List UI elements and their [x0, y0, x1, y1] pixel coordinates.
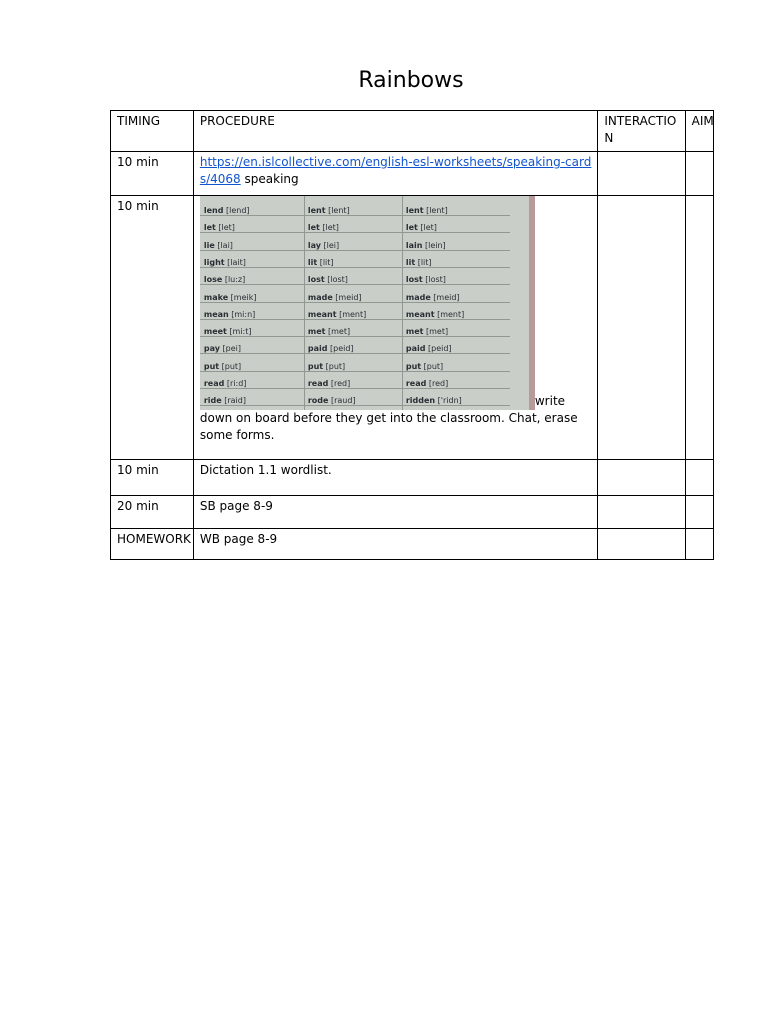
timing-cell: 10 min — [111, 460, 194, 496]
photo-verb-form: let [let] — [405, 223, 437, 233]
photo-verb-form: lost [lost] — [405, 275, 446, 285]
photo-row-line — [200, 388, 510, 389]
photo-verb-form: read [ri:d] — [203, 379, 247, 388]
photo-row-line — [200, 284, 510, 285]
photo-verb-form: make [meik] — [203, 292, 257, 302]
timing-cell: 20 min — [111, 496, 194, 529]
photo-row-line — [200, 250, 510, 251]
photo-verb-form: made [meid] — [307, 292, 362, 302]
document-title: Rainbows — [358, 68, 464, 93]
interaction-cell — [598, 196, 685, 460]
aim-cell — [685, 460, 713, 496]
table-row — [111, 152, 714, 196]
photo-row-line — [200, 319, 510, 320]
lesson-plan-table — [110, 110, 714, 560]
photo-row-line — [200, 302, 510, 303]
procedure-cell: WB page 8-9 — [193, 529, 598, 560]
photo-verb-form: read [red] — [405, 379, 449, 388]
photo-verb-form: mean [mi:n] — [203, 309, 256, 319]
photo-row-line — [200, 371, 510, 372]
photo-row-line — [200, 232, 510, 233]
header-timing: TIMING — [111, 111, 194, 152]
photo-verb-form: meet [mi:t] — [203, 327, 252, 337]
procedure-cell — [193, 196, 598, 460]
photo-row-line — [200, 353, 510, 354]
photo-row-line — [200, 267, 510, 268]
timing-cell: 10 min — [111, 196, 194, 460]
header-aim: AIM — [685, 111, 713, 152]
table-row — [111, 460, 714, 496]
interaction-cell — [598, 460, 685, 496]
photo-verb-form: lent [lent] — [405, 206, 448, 215]
photo-verb-form: lose [lu:z] — [203, 275, 246, 285]
photo-verb-form: lit [lit] — [405, 257, 432, 267]
photo-verb-form: met [met] — [405, 327, 449, 337]
photo-verb-form: paid [peid] — [405, 344, 452, 354]
photo-verb-form: ridden ['ridn] — [405, 396, 462, 406]
photo-verb-form: put [put] — [405, 361, 444, 371]
procedure-cell: Dictation 1.1 wordlist. — [193, 460, 598, 496]
table-row — [111, 529, 714, 560]
photo-verb-form: lain [lein] — [405, 240, 446, 250]
photo-verb-form: made [meid] — [405, 292, 460, 302]
photo-verb-form: lend [lend] — [203, 206, 250, 215]
table-header-row — [111, 111, 714, 152]
photo-verb-form: light [lait] — [203, 257, 246, 267]
photo-row-line — [200, 215, 510, 216]
photo-verb-form: rode [raud] — [307, 396, 356, 406]
irregular-verbs-photo — [200, 196, 535, 410]
photo-verb-form: let [let] — [307, 223, 339, 233]
photo-row-line — [200, 336, 510, 337]
photo-verb-form: meant [ment] — [405, 309, 465, 319]
photo-verb-form: let [let] — [203, 223, 235, 233]
interaction-cell — [598, 496, 685, 529]
timing-cell: HOMEWORK — [111, 529, 194, 560]
aim-cell — [685, 152, 713, 196]
photo-verb-form: read [red] — [307, 379, 351, 388]
procedure-cell: SB page 8-9 — [193, 496, 598, 529]
photo-verb-form: pay [pei] — [203, 344, 241, 354]
timing-cell: 10 min — [111, 152, 194, 196]
photo-verb-form: lit [lit] — [307, 257, 334, 267]
photo-verb-form: lent [lent] — [307, 206, 350, 215]
photo-verb-form: paid [peid] — [307, 344, 354, 354]
aim-cell — [685, 196, 713, 460]
photo-column-divider — [402, 196, 403, 410]
worksheet-link[interactable]: https://en.islcollective.com/english-esl-worksheets/speaking-cards/4068 — [199, 155, 592, 186]
procedure-cell — [193, 152, 598, 196]
aim-cell — [685, 496, 713, 529]
photo-row-line — [200, 405, 510, 406]
procedure-text: speaking — [240, 172, 299, 186]
table-row — [111, 496, 714, 529]
photo-verb-form: meant [ment] — [307, 309, 367, 319]
photo-verb-form: put [put] — [203, 361, 242, 371]
aim-cell — [685, 529, 713, 560]
photo-verb-form: lost [lost] — [307, 275, 348, 285]
header-interaction: INTERACTIO N — [598, 111, 685, 152]
header-procedure: PROCEDURE — [193, 111, 598, 152]
interaction-cell — [598, 529, 685, 560]
photo-verb-form: put [put] — [307, 361, 346, 371]
table-row — [111, 196, 714, 460]
photo-column-divider — [304, 196, 305, 410]
photo-verb-form: ride [raid] — [203, 396, 246, 406]
interaction-cell — [598, 152, 685, 196]
photo-verb-form: lie [lai] — [203, 240, 233, 250]
photo-verb-form: met [met] — [307, 327, 351, 337]
photo-verb-form: lay [lei] — [307, 240, 340, 250]
procedure-text: write down on board before they get into the classroom. Chat, erase some forms. — [199, 394, 578, 442]
